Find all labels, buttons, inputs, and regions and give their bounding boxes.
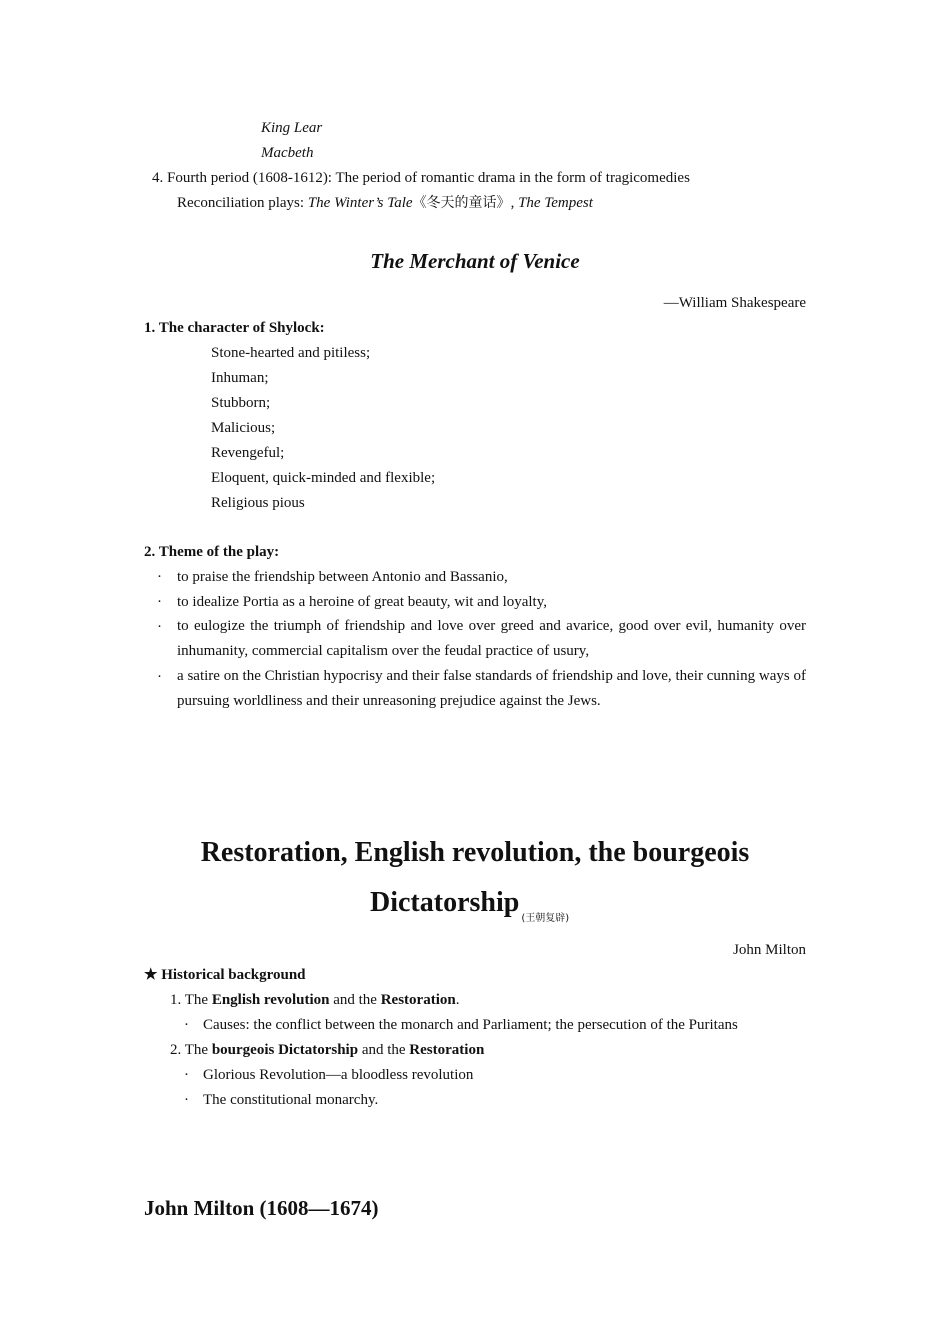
item1-bold-1: English revolution: [211, 992, 330, 1008]
item2-prefix: 2. The: [170, 1042, 212, 1058]
play-winters-tale: The Winter’s Tale: [307, 195, 413, 211]
background-subitem: Glorious Revolution—a bloodless revolution: [203, 1067, 474, 1083]
restoration-title-line1: Restoration, English revolution, the bourgeois: [200, 837, 750, 868]
item1-prefix: 1. The: [170, 992, 212, 1008]
play-macbeth: Macbeth: [261, 145, 314, 161]
item1-bold-2: Restoration: [380, 992, 456, 1008]
bullet-dot: ·: [184, 1017, 189, 1033]
background-item-2: [170, 1040, 484, 1060]
bullet-dot: ·: [157, 569, 162, 585]
theme-heading: 2. Theme of the play:: [144, 544, 280, 560]
bullet-dot: ·: [184, 1067, 189, 1083]
bullet-dot: ·: [157, 594, 162, 610]
bullet-dot: ·: [157, 669, 162, 685]
trait-item: Malicious;: [211, 420, 276, 436]
bullet-dot: ·: [184, 1092, 189, 1108]
trait-item: Revengeful;: [211, 445, 285, 461]
trait-item: Eloquent, quick-minded and flexible;: [211, 470, 436, 486]
separator-comma: ,: [510, 195, 519, 211]
historical-background-heading: ★ Historical background: [144, 967, 306, 983]
background-subitem: Causes: the conflict between the monarch and Parliament; the persecution of the Puritans: [203, 1017, 738, 1033]
milton-heading: John Milton (1608—1674): [144, 1196, 379, 1220]
trait-item: Stone-hearted and pitiless;: [211, 345, 371, 361]
play-tempest: The Tempest: [518, 195, 593, 211]
item2-bold-2: Restoration: [409, 1042, 485, 1058]
background-item-1: [170, 990, 459, 1010]
restoration-title-line2: [370, 886, 569, 936]
reconciliation-plays: [177, 193, 593, 213]
trait-item: Inhuman;: [211, 370, 269, 386]
item2-bold-1: bourgeois Dictatorship: [211, 1042, 359, 1058]
merchant-author: —William Shakespeare: [663, 295, 806, 311]
trait-item: Stubborn;: [211, 395, 271, 411]
theme-item: to eulogize the triumph of friendship and love over greed and avarice, good over evil, humanity over inhumanity, commercial capitalism over the feudal practice of usury,: [177, 618, 806, 659]
play-king-lear: King Lear: [261, 120, 323, 136]
item1-end: .: [455, 992, 460, 1008]
item1-mid: and the: [329, 992, 381, 1008]
restoration-author: John Milton: [733, 942, 806, 958]
trait-item: Religious pious: [211, 495, 305, 511]
theme-item: to praise the friendship between Antonio and Bassanio,: [177, 569, 508, 585]
play-winters-tale-cn: 《冬天的童话》: [412, 195, 511, 211]
title-cn-note: (王朝复辟): [521, 913, 570, 924]
theme-item: to idealize Portia as a heroine of great beauty, wit and loyalty,: [177, 594, 548, 610]
merchant-title: The Merchant of Venice: [370, 249, 580, 273]
theme-item: a satire on the Christian hypocrisy and their false standards of friendship and love, their cunning ways of pursuing worldliness and their unreasoning prejudice against the Jews.: [177, 668, 806, 709]
reconciliation-label: Reconciliation plays:: [177, 195, 308, 211]
title-dictatorship: Dictatorship: [370, 887, 520, 918]
fourth-period-item: 4. Fourth period (1608-1612): The period of romantic drama in the form of tragicomedies: [152, 170, 690, 186]
shylock-heading: 1. The character of Shylock:: [144, 320, 325, 336]
item2-mid: and the: [358, 1042, 410, 1058]
background-subitem: The constitutional monarchy.: [203, 1092, 379, 1108]
bullet-dot: ·: [157, 619, 162, 635]
